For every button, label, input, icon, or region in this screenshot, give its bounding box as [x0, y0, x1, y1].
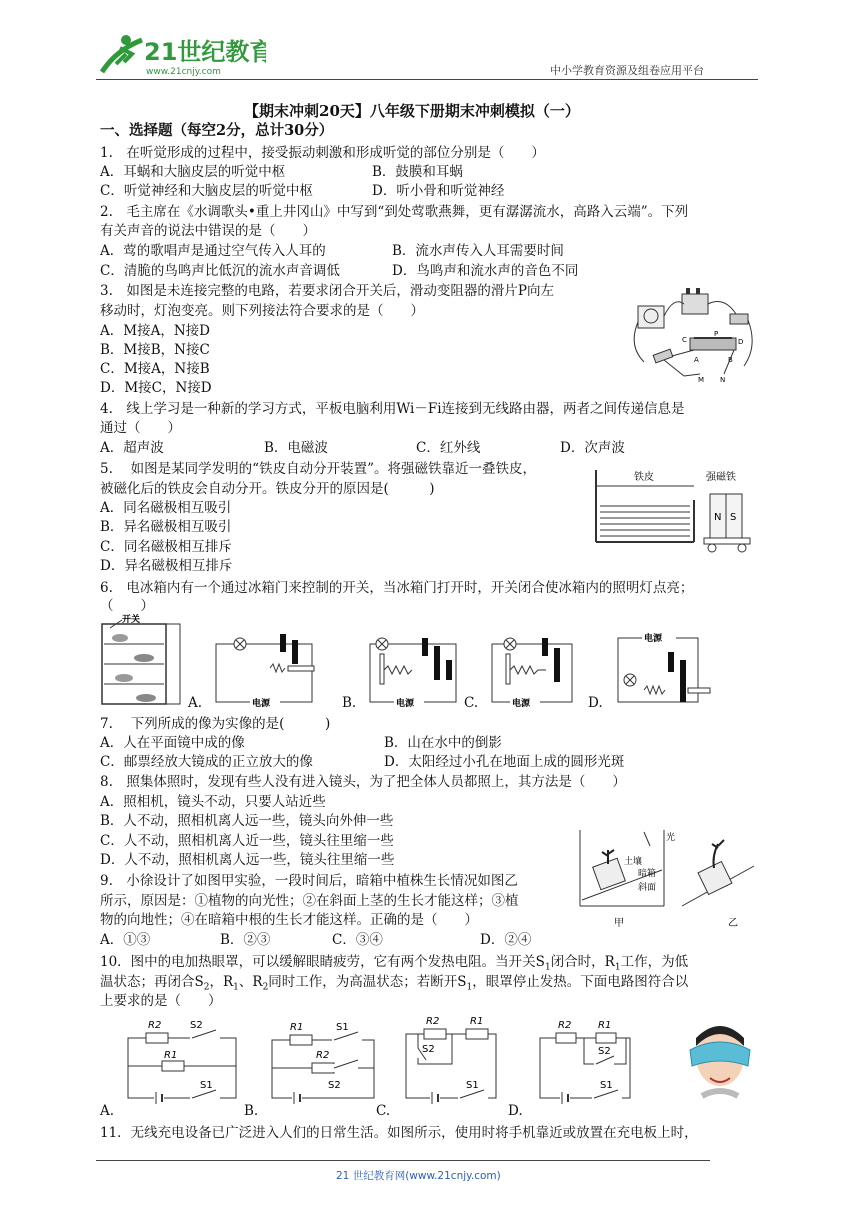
q10-stem-text: 同时工作，为高温状态；若断开S: [268, 974, 467, 990]
q3-label-a: A: [694, 356, 699, 364]
q7-option-b[interactable]: B．山在水中的倒影: [384, 735, 502, 751]
q10-option-b[interactable]: B.: [244, 1103, 259, 1119]
q10-option-c[interactable]: C.: [376, 1103, 391, 1119]
q7-option-d[interactable]: D．太阳经过小孔在地面上成的圆形光斑: [384, 754, 625, 770]
q9-stem-cont1: 所示，原因是：①植物的向光性；②在斜面上茎的生长才能这样；③植: [100, 893, 519, 909]
q10-option-a[interactable]: A.: [100, 1103, 115, 1119]
q3-option-b[interactable]: B．M接B，N接C: [100, 342, 210, 358]
q5-label-magnet: 强磁铁: [706, 472, 736, 483]
q10-a-r2: R2: [148, 1020, 162, 1031]
logo-text: 21世纪教育: [144, 38, 266, 66]
q6-circuit-d: [612, 622, 714, 710]
q4-option-c[interactable]: C．红外线: [416, 440, 481, 456]
q3-option-a[interactable]: A．M接A，N接D: [100, 323, 210, 339]
q10-stem-text: 10．图中的电加热眼罩，可以缓解眼睛疲劳，它有两个发热电阻。当开关S: [100, 954, 545, 970]
q10-d-r1: R1: [598, 1020, 612, 1031]
logo-url: www.21cnjy.com: [146, 67, 221, 77]
q9-label-jia: 甲: [614, 918, 624, 929]
q3-label-c: C: [682, 336, 687, 344]
q10-circuit-a: [118, 1014, 246, 1106]
q3-stem-cont: 移动时，灯泡变亮。则下列接法符合要求的是（ ）: [100, 303, 424, 319]
q6-fridge-label: 开关: [122, 615, 141, 625]
q7-option-a[interactable]: A．人在平面镜中成的像: [100, 735, 245, 751]
q10-c-r2: R2: [426, 1016, 440, 1027]
q3-label-b: B: [728, 356, 733, 364]
q2-option-c[interactable]: C．清脆的鸟鸣声比低沉的流水声音调低: [100, 263, 340, 279]
platform-name: 中小学教育资源及组卷应用平台: [550, 64, 704, 77]
q8-option-b[interactable]: B．人不动，照相机离人远一些，镜头向外伸一些: [100, 813, 394, 829]
q8-option-a[interactable]: A．照相机，镜头不动，只要人站近些: [100, 794, 326, 810]
q3-option-d[interactable]: D．M接C，N接D: [100, 380, 212, 396]
q6-circuit-b: [360, 630, 472, 710]
q5-label-s: S: [730, 512, 737, 523]
q9-label-light: 光: [666, 833, 676, 843]
q3-circuit-figure: [624, 286, 760, 386]
q2-option-b[interactable]: B．流水声传入人耳需要时间: [392, 243, 564, 259]
q9-option-c[interactable]: C．③④: [332, 932, 383, 948]
q10-stem-text: ，R: [209, 974, 234, 990]
q5-option-a[interactable]: A．同名磁极相互吸引: [100, 500, 232, 516]
q10-a-s2: S2: [190, 1020, 203, 1031]
q4-option-a[interactable]: A．超声波: [100, 440, 164, 456]
q9-plant-figure: [578, 826, 758, 932]
q9-option-d[interactable]: D．②④: [480, 932, 532, 948]
q10-c-s2: S2: [422, 1044, 435, 1055]
q6-circuit-c: [486, 630, 586, 710]
q10-b-r1: R1: [290, 1022, 304, 1033]
q2-option-a[interactable]: A．莺的歌唱声是通过空气传入人耳的: [100, 243, 326, 259]
q10-circuit-d: [530, 1008, 642, 1106]
q10-sub: 1: [466, 982, 473, 993]
q6-option-b[interactable]: B.: [342, 695, 357, 711]
q10-b-s2: S2: [328, 1080, 341, 1091]
q2-option-d[interactable]: D．鸟鸣声和流水声的音色不同: [392, 263, 579, 279]
q9-label-soil: 土壤: [624, 857, 643, 867]
q10-c-s1: S1: [466, 1080, 479, 1091]
q4-option-b[interactable]: B．电磁波: [264, 440, 328, 456]
q10-stem-text: 工作，为低: [620, 954, 689, 970]
q8-option-c[interactable]: C．人不动，照相机离人近一些，镜头往里缩一些: [100, 833, 394, 849]
q5-option-d[interactable]: D．异名磁极相互排斥: [100, 558, 233, 574]
header-rule: [96, 79, 758, 80]
q8-option-d[interactable]: D．人不动，照相机离人远一些，镜头往里缩一些: [100, 852, 395, 868]
q10-sub: 1: [544, 962, 551, 973]
q10-stem-text: 闭合时，R: [550, 954, 615, 970]
q10-sub: 1: [233, 982, 239, 993]
q5-stem: 5. 如图是某同学发明的“铁皮自动分开装置”。将强磁铁靠近一叠铁皮，: [100, 461, 536, 477]
q10-circuit-c: [396, 1008, 508, 1106]
q3-stem: 3. 如图是未连接完整的电路，若要求闭合开关后，滑动变阻器的滑片P向左: [100, 283, 554, 299]
logo: [96, 30, 266, 80]
q10-a-s1: S1: [200, 1080, 213, 1091]
q10-circuit-b: [262, 1014, 384, 1106]
q9-stem: 9. 小徐设计了如图甲实验，一段时间后，暗箱中植株生长情况如图乙: [100, 873, 518, 889]
q7-stem: 7. 下列所成的像为实像的是( ): [100, 716, 331, 732]
q5-magnet-figure: [590, 460, 766, 556]
q5-label-iron: 铁皮: [634, 472, 654, 483]
q9-label-slope: 斜面: [638, 883, 657, 893]
q6-a-power-label: 电源: [252, 699, 271, 709]
q9-stem-cont2: 物的向地性；④在暗箱中根的生长才能这样。正确的是（ ）: [100, 912, 478, 928]
q1-option-c[interactable]: C．听觉神经和大脑皮层的听觉中枢: [100, 183, 313, 199]
q6-option-d[interactable]: D.: [588, 695, 603, 711]
q6-option-c[interactable]: C.: [464, 695, 479, 711]
q5-label-n: N: [714, 512, 722, 523]
q10-sub: 2: [262, 982, 269, 993]
logo-icon: [96, 30, 266, 80]
q3-label-n: N: [720, 376, 726, 384]
q9-option-b[interactable]: B．②③: [220, 932, 271, 948]
q5-option-b[interactable]: B．异名磁极相互吸引: [100, 519, 232, 535]
q6-fridge-figure: [100, 614, 186, 708]
q6-stem: 6. 电冰箱内有一个通过冰箱门来控制的开关，当冰箱门打开时，开关闭合使冰箱内的照明灯点亮；: [100, 580, 694, 596]
footer-rule: [96, 1160, 710, 1161]
q10-c-r1: R1: [470, 1016, 484, 1027]
q10-d-r2: R2: [558, 1020, 572, 1031]
q5-option-c[interactable]: C．同名磁极相互排斥: [100, 539, 232, 555]
q10-option-d[interactable]: D.: [508, 1103, 523, 1119]
q10-d-s2: S2: [598, 1046, 611, 1057]
section-heading: 一、选择题（每空2分，总计30分）: [100, 122, 334, 139]
q1-option-b[interactable]: B．鼓膜和耳蜗: [372, 164, 463, 180]
q11-stem: 11．无线充电设备已广泛进入人们的日常生活。如图所示，使用时将手机靠近或放置在充电板上时，: [100, 1125, 698, 1141]
q4-stem-cont: 通过（ ）: [100, 420, 181, 436]
q6-c-power-label: 电源: [512, 699, 531, 709]
q6-stem-cont: （ ）: [100, 598, 154, 614]
q4-stem: 4. 线上学习是一种新的学习方式，平板电脑利用Wi－Fi连接到无线路由器，两者之间传递信息是: [100, 401, 685, 417]
q10-b-s1: S1: [336, 1022, 349, 1033]
q6-option-a[interactable]: A.: [188, 695, 203, 711]
footer-link[interactable]: 21 世纪教育网(www.21cnjy.com): [336, 1170, 501, 1182]
q3-label-p: P: [714, 330, 719, 338]
q10-stem-text: 温状态；再闭合S: [100, 974, 204, 990]
q3-label-d: D: [738, 338, 744, 346]
q2-stem-cont: 有关声音的说法中错误的是（ ）: [100, 223, 316, 239]
q6-d-power-label: 电源: [644, 634, 663, 644]
q5-stem-cont: 被磁化后的铁皮会自动分开。铁皮分开的原因是( ): [100, 481, 435, 497]
q10-stem-text: 、R: [238, 974, 263, 990]
q6-circuit-a: [206, 630, 324, 710]
q10-sub: 1: [614, 962, 621, 973]
q9-option-a[interactable]: A．①③: [100, 932, 151, 948]
q9-label-box: 暗箱: [638, 869, 657, 879]
q10-sub: 2: [203, 982, 210, 993]
q1-option-a[interactable]: A．耳蜗和大脑皮层的听觉中枢: [100, 164, 286, 180]
q6-b-power-label: 电源: [396, 699, 415, 709]
q3-label-m: M: [698, 376, 705, 384]
q10-stem-text: ，眼罩停止发热。下面电路图符合以: [472, 974, 689, 990]
q9-label-yi: 乙: [728, 918, 738, 929]
q1-stem: 1. 在听觉形成的过程中，接受振动刺激和形成听觉的部位分别是（ ）: [100, 145, 545, 161]
page-title: 【期末冲刺20天】八年级下册期末冲刺模拟（一）: [244, 102, 580, 120]
eye-mask-photo: [684, 1016, 756, 1102]
q2-stem: 2. 毛主席在《水调歌头•重上井冈山》中写到“到处莺歌燕舞，更有潺潺流水，高路入云端”。下列: [100, 204, 689, 220]
q4-option-d[interactable]: D．次声波: [560, 440, 625, 456]
q10-b-r2: R2: [316, 1050, 330, 1061]
q1-option-d[interactable]: D．听小骨和听觉神经: [372, 183, 505, 199]
q10-stem-cont2: 上要求的是（ ）: [100, 993, 222, 1009]
q3-option-c[interactable]: C．M接A，N接B: [100, 361, 210, 377]
q8-stem: 8. 照集体照时，发现有些人没有进入镜头，为了把全体人员都照上，其方法是（ ）: [100, 774, 626, 790]
q7-option-c[interactable]: C．邮票经放大镜成的正立放大的像: [100, 754, 313, 770]
q10-d-s1: S1: [600, 1080, 613, 1091]
q10-a-r1: R1: [164, 1050, 178, 1061]
